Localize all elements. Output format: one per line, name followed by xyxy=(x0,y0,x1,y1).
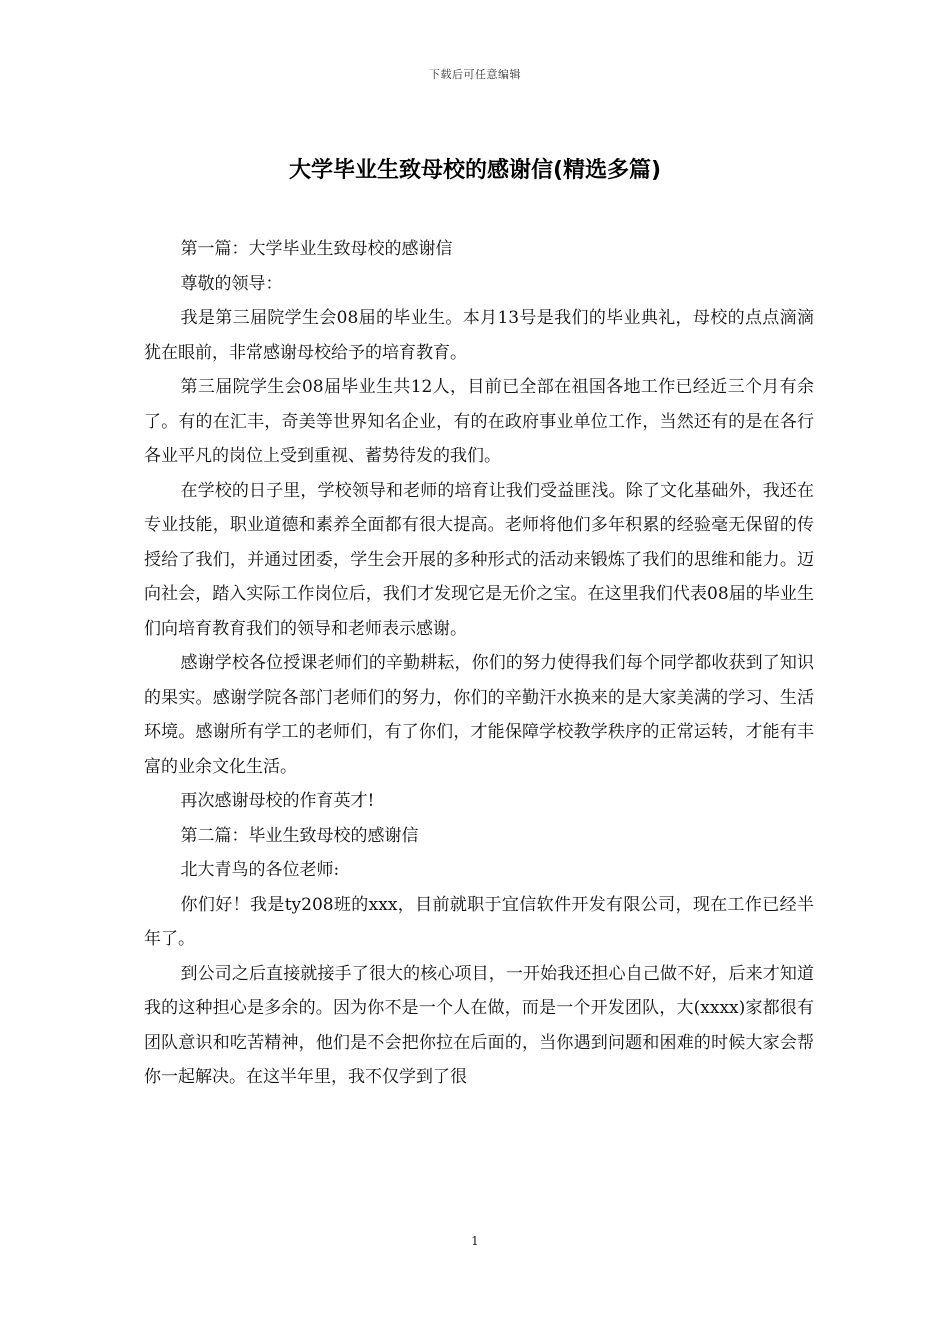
paragraph: 再次感谢母校的作育英才! xyxy=(180,791,375,811)
paragraph: 到公司之后直接就接手了很大的核心项目，一开始我还担心自己做不好，后来才知道我的这种担心是多余的。因为你不是一个人在做，而是一个开发团队，大(xxxx)家都很有团队意识和吃苦精神，他们是不会把你拉在后面的，当你遇到问题和困难的时候大家会帮你一起解决。在这半年里，我不仅学到了很 xyxy=(144,963,814,1087)
paragraph: 尊敬的领导： xyxy=(180,273,283,294)
paragraph: 第三届院学生会08届毕业生共12人，目前已全部在祖国各地工作已经近三个月有余了。有的在汇丰，奇美等世界知名企业，有的在政府事业单位工作，当然还有的是在各行各业平凡的岗位上受到重视、蓄势待发的我们。 xyxy=(144,377,814,466)
paragraph: 你们好！我是ty208班的xxx，目前就职于宜信软件开发有限公司，现在工作已经半年了。 xyxy=(144,894,814,949)
paragraph: 我是第三届院学生会08届的毕业生。本月13号是我们的毕业典礼，母校的点点滴滴犹在眼前，非常感谢母校给予的培育教育。 xyxy=(144,308,814,363)
paragraph: 第二篇：毕业生致母校的感谢信 xyxy=(180,825,419,846)
document-body xyxy=(144,232,814,1095)
paragraph: 在学校的日子里，学校领导和老师的培育让我们受益匪浅。除了文化基础外，我还在专业技能，职业道德和素养全面都有很大提高。老师将他们多年积累的经验毫无保留的传授给了我们，并通过团委，学生会开展的多种形式的活动来锻炼了我们的思维和能力。迈向社会，踏入实际工作岗位后，我们才发现它是无价之宝。在这里我们代表08届的毕业生们向培育教育我们的领导和老师表示感谢。 xyxy=(144,480,814,639)
header-note: 下载后可任意编辑 xyxy=(429,68,521,81)
document-title: 大学毕业生致母校的感谢信(精选多篇) xyxy=(288,158,662,183)
paragraph: 北大青鸟的各位老师: xyxy=(180,860,340,880)
paragraph: 感谢学校各位授课老师们的辛勤耕耘，你们的努力使得我们每个同学都收获到了知识的果实。感谢学院各部门老师们的努力，你们的辛勤汗水换来的是大家美满的学习、生活环境。感谢所有学工的老师们，有了你们，才能保障学校教学秩序的正常运转，才能有丰富的业余文化生活。 xyxy=(144,653,814,777)
page-number: 1 xyxy=(471,1234,479,1248)
paragraph: 第一篇：大学毕业生致母校的感谢信 xyxy=(180,239,453,259)
